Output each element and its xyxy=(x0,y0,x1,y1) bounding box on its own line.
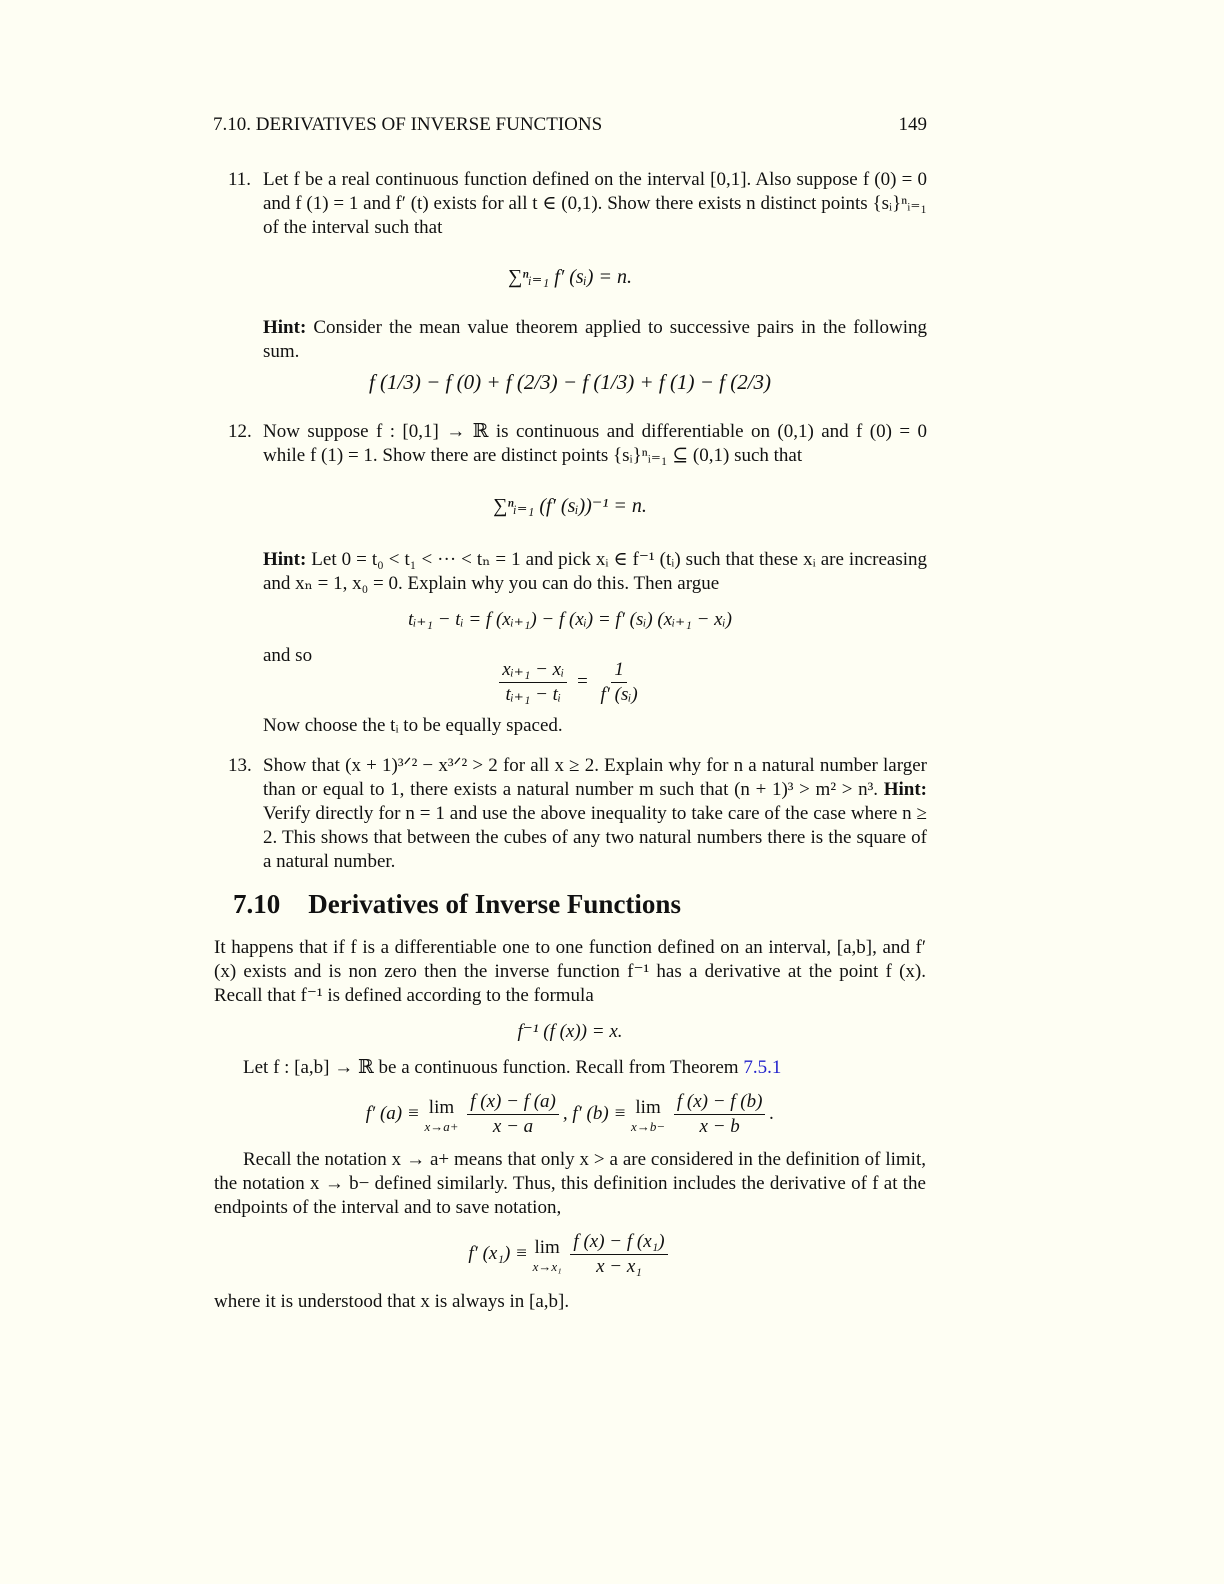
equation: ∑ⁿᵢ₌₁ (f′ (sᵢ))⁻¹ = n. xyxy=(493,495,647,517)
problem-number: 13. xyxy=(228,755,252,776)
problem-text: Show that (x + 1)³ᐟ² − x³ᐟ² > 2 for all x ≥ 2. Explain why for n a natural number larger than or equal to 1, there exists a natural number m such that (n + 1)³ > m² > n³. xyxy=(263,755,927,800)
lim: lim xyxy=(534,1236,560,1258)
lhs: f′ (b) ≡ xyxy=(572,1102,627,1124)
running-header xyxy=(213,113,927,137)
equation: ∑ⁿᵢ₌₁ f′ (sᵢ) = n. xyxy=(508,266,632,288)
denominator: x − x₁ xyxy=(596,1256,642,1277)
running-title: 7.10. DERIVATIVES OF INVERSE FUNCTIONS xyxy=(213,114,603,135)
lim-sub: x→a+ xyxy=(424,1118,459,1134)
problem-11 xyxy=(228,168,927,240)
problem-13 xyxy=(228,754,927,874)
problem-12 xyxy=(228,420,927,468)
period: . xyxy=(769,1102,775,1124)
lim: lim xyxy=(635,1096,661,1118)
denominator: x − a xyxy=(492,1116,534,1137)
numerator: f (x) − f (x₁) xyxy=(570,1230,667,1255)
lhs: f′ (x₁) ≡ xyxy=(468,1242,528,1264)
paragraph xyxy=(214,1056,926,1080)
denominator: tᵢ₊₁ − tᵢ xyxy=(505,684,561,705)
comma: , xyxy=(562,1102,568,1124)
page-number: 149 xyxy=(898,114,927,135)
lhs: f′ (a) ≡ xyxy=(365,1102,420,1124)
paragraph: where it is understood that x is always in [a,b]. xyxy=(214,1291,570,1312)
denominator: f′ (sᵢ) xyxy=(600,684,638,705)
section-title: Derivatives of Inverse Functions xyxy=(308,889,681,919)
numerator: f (x) − f (b) xyxy=(674,1090,766,1115)
equation: f⁻¹ (f (x)) = x. xyxy=(517,1021,623,1042)
lim-sub: x→b− xyxy=(631,1118,666,1134)
equation: tᵢ₊₁ − tᵢ = f (xᵢ₊₁) − f (xᵢ) = f′ (sᵢ) (xᵢ₊₁ − xᵢ) xyxy=(408,609,732,630)
paragraph: It happens that if f is a differentiable one to one function defined on an interval, [a,b], and f′ (x) exists and is non zero then the inverse function f⁻¹ has a derivative at the point f (x). Recall that f⁻¹ is defined according to the formula xyxy=(214,937,926,1006)
hint-text: Verify directly for n = 1 and use the above inequality to take care of the case where n ≥ 2. This shows that between the cubes of any two natural numbers there is the square of a natural number. xyxy=(263,803,927,872)
problem-number: 11. xyxy=(228,169,252,190)
equation xyxy=(214,1230,926,1279)
equation: f (1/3) − f (0) + f (2/3) − f (1/3) + f (1) − f (2/3) xyxy=(368,370,772,394)
hint-text: Consider the mean value theorem applied to successive pairs in the following sum. xyxy=(263,317,927,362)
problem-text: Let f be a real continuous function defined on the interval [0,1]. Also suppose f (0) = 0 and f (1) = 1 and f′ (t) exists for all t ∈ (0,1). Show there exists n distinct points {sᵢ}ⁿᵢ₌₁ of the interval such that xyxy=(263,169,927,238)
numerator: f (x) − f (a) xyxy=(467,1090,559,1115)
problem-number: 12. xyxy=(228,421,252,442)
fraction-equation xyxy=(214,658,926,707)
hint-label: Hint: xyxy=(263,549,307,570)
derivative-definition-equation xyxy=(214,1090,926,1139)
lim-sub: x→x₁ xyxy=(532,1258,562,1274)
equals: = xyxy=(575,670,589,692)
theorem-link[interactable]: 7.5.1 xyxy=(743,1057,782,1078)
hint-label: Hint: xyxy=(263,317,307,338)
section-number: 7.10 xyxy=(233,889,281,919)
section-heading xyxy=(233,889,681,919)
problem-12-hint xyxy=(228,548,927,596)
numerator: 1 xyxy=(611,658,627,683)
numerator: xᵢ₊₁ − xᵢ xyxy=(499,658,567,683)
lim: lim xyxy=(428,1096,455,1118)
problem-11-hint xyxy=(228,316,927,364)
and-so: and so xyxy=(263,645,313,666)
hint-label: Hint: xyxy=(883,779,928,800)
closing-text: Now choose the tᵢ to be equally spaced. xyxy=(263,715,563,736)
paragraph-text: Let f : [a,b] → ℝ be a continuous function. Recall from Theorem xyxy=(243,1057,744,1078)
hint-text: Let 0 = t₀ < t₁ < ··· < tₙ = 1 and pick xᵢ ∈ f⁻¹ (tᵢ) such that these xᵢ are increasing and xₙ = 1, x₀ = 0. Explain why you can do this. Then argue xyxy=(263,549,927,594)
denominator: x − b xyxy=(699,1116,740,1137)
paragraph: Recall the notation x → a+ means that only x > a are considered in the definition of limit, the notation x → b− defined similarly. Thus, this definition includes the derivative of f at the endpoints of the interval and to save notation, xyxy=(214,1149,926,1218)
problem-text: Now suppose f : [0,1] → ℝ is continuous and differentiable on (0,1) and f (0) = 0 while f (1) = 1. Show there are distinct points {sᵢ}ⁿᵢ₌₁ ⊆ (0,1) such that xyxy=(263,421,927,466)
